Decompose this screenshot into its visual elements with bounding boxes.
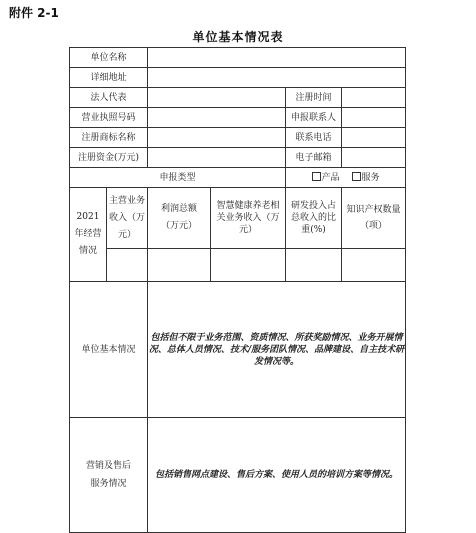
unit-name-field[interactable]	[148, 48, 406, 68]
service-option-label: 服务	[361, 172, 380, 183]
rd-ratio-field[interactable]	[286, 249, 342, 282]
page-title: 单位基本情况表	[192, 30, 284, 44]
unit-name-label: 单位名称	[70, 48, 148, 68]
contact-label: 申报联系人	[286, 108, 342, 128]
row-legal-rep	[70, 88, 406, 108]
main-revenue-header: 主营业务收入（万元）	[107, 188, 148, 249]
row-basic-info	[70, 282, 406, 418]
ip-count-header: 知识产权数量（项）	[342, 188, 406, 249]
aftersales-field[interactable]: 包括销售网点建设、售后方案、使用人员的培训方案等情况。	[148, 418, 406, 533]
row-aftersales	[70, 418, 406, 533]
health-revenue-header: 智慧健康养老相关业务收入（万元）	[211, 188, 286, 249]
row-operations-values	[70, 249, 406, 282]
license-label: 营业执照号码	[70, 108, 148, 128]
capital-label: 注册资金(万元)	[70, 148, 148, 168]
product-option[interactable]	[312, 172, 340, 184]
rd-ratio-header: 研发投入占总收入的比重(%)	[286, 188, 342, 249]
year-operations-label: 2021 年经营情况	[70, 188, 107, 282]
product-checkbox[interactable]	[312, 172, 321, 181]
reg-time-field[interactable]	[342, 88, 406, 108]
main-revenue-field[interactable]	[107, 249, 148, 282]
phone-label: 联系电话	[286, 128, 342, 148]
trademark-field[interactable]	[148, 128, 286, 148]
basic-info-field[interactable]: 包括但不限于业务范围、资质情况、所获奖励情况、业务开展情况、总体人员情况、技术/服务团队情况、品牌建设、自主技术研发情况等。	[148, 282, 406, 418]
unit-info-form	[69, 47, 406, 533]
row-address	[70, 68, 406, 88]
service-checkbox[interactable]	[352, 172, 361, 181]
service-option[interactable]	[352, 172, 380, 184]
email-field[interactable]	[342, 148, 406, 168]
phone-field[interactable]	[342, 128, 406, 148]
reg-time-label: 注册时间	[286, 88, 342, 108]
trademark-label: 注册商标名称	[70, 128, 148, 148]
attachment-label: 附件 2-1	[9, 6, 59, 20]
row-capital	[70, 148, 406, 168]
row-trademark	[70, 128, 406, 148]
row-license	[70, 108, 406, 128]
legal-rep-field[interactable]	[148, 88, 286, 108]
total-profit-field[interactable]	[148, 249, 211, 282]
address-label: 详细地址	[70, 68, 148, 88]
address-field[interactable]	[148, 68, 406, 88]
row-declare-type	[70, 168, 406, 188]
capital-field[interactable]	[148, 148, 286, 168]
email-label: 电子邮箱	[286, 148, 342, 168]
product-option-label: 产品	[321, 172, 340, 183]
declare-type-options	[286, 168, 406, 188]
ip-count-field[interactable]	[342, 249, 406, 282]
row-unit-name	[70, 48, 406, 68]
aftersales-label: 营销及售后服务情况	[70, 418, 148, 533]
row-operations-header	[70, 188, 406, 249]
declare-type-label: 申报类型	[70, 168, 286, 188]
total-profit-header: 利润总额（万元）	[148, 188, 211, 249]
legal-rep-label: 法人代表	[70, 88, 148, 108]
basic-info-label: 单位基本情况	[70, 282, 148, 418]
contact-field[interactable]	[342, 108, 406, 128]
health-revenue-field[interactable]	[211, 249, 286, 282]
license-field[interactable]	[148, 108, 286, 128]
